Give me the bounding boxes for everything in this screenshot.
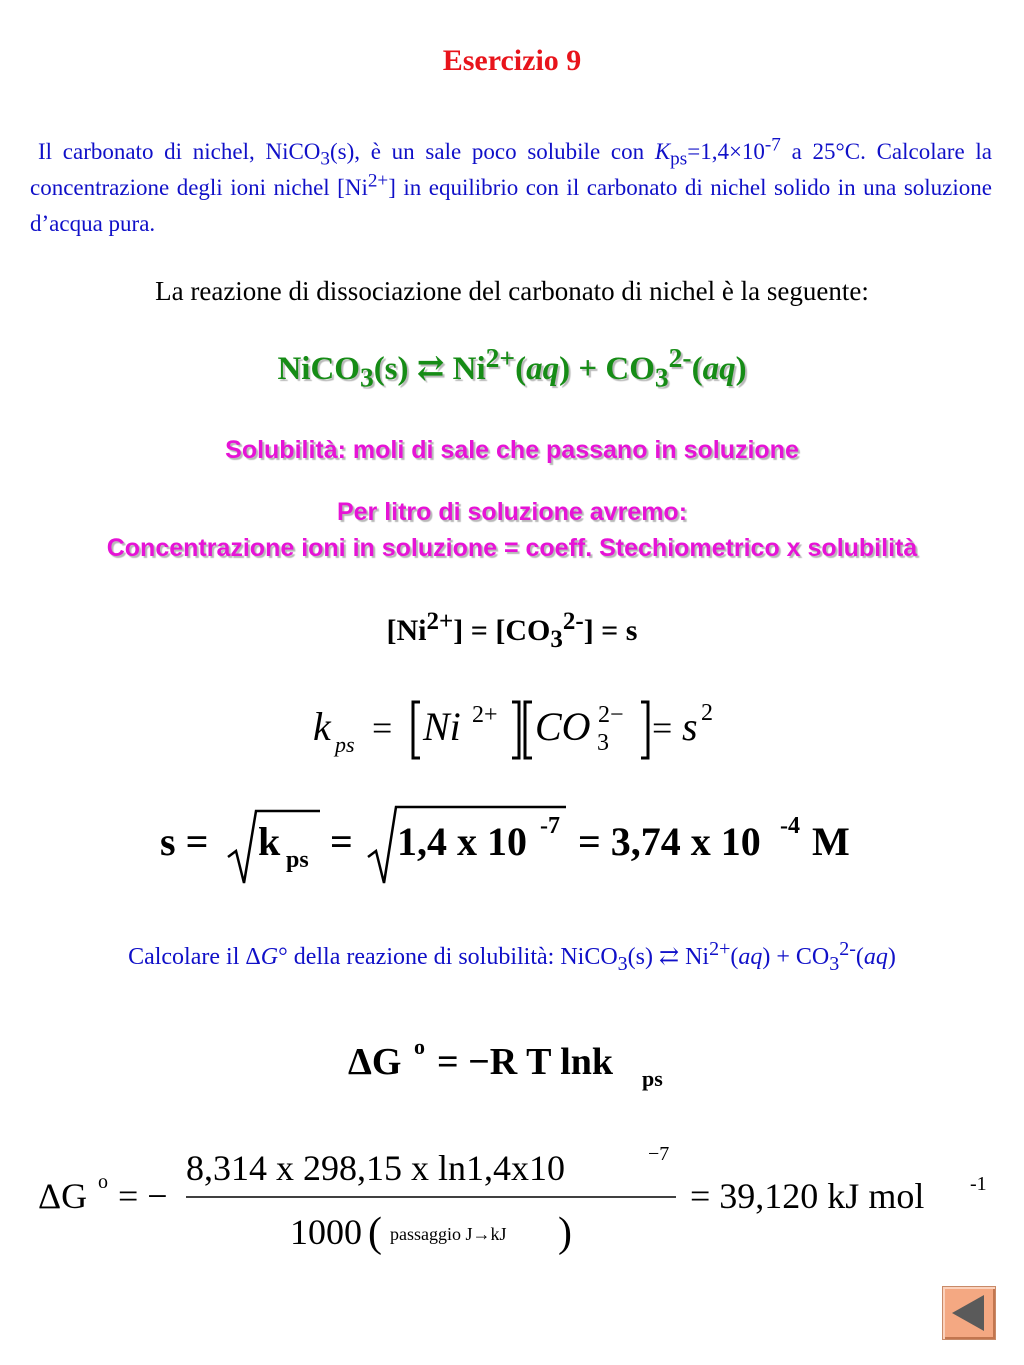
svg-text:1000: 1000 [290,1212,362,1252]
svg-text:2+: 2+ [472,702,498,728]
svg-text:ps: ps [286,847,309,873]
svg-text:2: 2 [701,700,713,726]
svg-text:ΔG: ΔG [348,1041,402,1083]
svg-text:o: o [414,1034,425,1059]
kps-expression [0,690,1024,770]
dissociation-reaction: NiCO$_3$(s) ⇄ $Ni^{2+}(aq) + CO_3^{2-}(aq)$ [277,342,747,393]
svg-text:k: k [313,704,331,749]
svg-text:): ) [558,1210,572,1256]
svg-text:=: = [372,708,393,748]
svg-text:= 3,74 x 10: = 3,74 x 10 [578,819,761,864]
concentration-rule: Concentrazione ioni in soluzione = coeff. Stechiometrico x solubilità [106,534,918,562]
svg-text:-4: -4 [780,813,800,839]
triangle-left-icon [943,1287,995,1339]
svg-text:s =: s = [160,819,209,864]
svg-text:=: = [652,708,673,748]
concentration-equality: $[Ni^{2+}] = [CO_3^{2-}] = s$ [386,608,638,653]
svg-text:-7: -7 [540,813,560,839]
svg-text:= 39,120 kJ mol: = 39,120 kJ mol [690,1176,925,1216]
svg-text:k: k [258,819,281,864]
svg-text:−7: −7 [648,1143,670,1165]
svg-text:= −: = − [118,1176,168,1216]
delta-g-formula [0,1030,1024,1100]
solubility-definition: Solubilità: moli di sale che passano in soluzione [225,436,799,464]
svg-text:-1: -1 [970,1173,987,1195]
svg-text:Ni: Ni [423,704,461,749]
svg-text:3: 3 [597,730,609,756]
svg-text:8,314 x 298,15 x ln1,4x10: 8,314 x 298,15 x ln1,4x10 [186,1148,566,1188]
svg-text:ps: ps [335,732,355,757]
slide-title: Esercizio 9 [442,44,582,77]
svg-text:(: ( [368,1210,382,1256]
svg-text:CO: CO [535,704,591,749]
problem-statement: Il carbonato di nichel, NiCO$_3$(s), è un sale poco solubile con $K_{ps}=1,4\times 10^{-7}$ a 25°C. Calcolare la concentrazione degli ioni nichel $[Ni^{2+}]$ in equilibrio con il carbonato di nichel solido in una soluzione d’acqua pura. [30,134,993,236]
intro-text: La reazione di dissociazione del carbonato di nichel è la seguente: [155,276,869,306]
svg-text:2−: 2− [598,702,624,728]
delta-g-question: Calcolare il ΔG° della reazione di solubilità: NiCO$_3$(s) ⇄ $Ni^{2+}(aq) + CO_3^{2-}(aq)$ [128,938,896,975]
svg-text:passaggio J→kJ: passaggio J→kJ [390,1224,507,1244]
svg-text:ps: ps [642,1066,663,1091]
svg-text:1,4 x 10: 1,4 x 10 [397,819,527,864]
delta-g-calculation [0,1140,1024,1260]
solubility-calculation [0,795,1024,895]
per-liter-note: Per litro di soluzione avremo: [336,498,688,526]
svg-text:M: M [812,819,850,864]
svg-text:= −R T lnk: = −R T lnk [437,1041,614,1083]
svg-text:s: s [682,704,698,749]
svg-text:o: o [98,1171,108,1193]
back-button[interactable] [942,1286,996,1340]
svg-text:ΔG: ΔG [38,1176,88,1216]
svg-text:=: = [330,819,353,864]
